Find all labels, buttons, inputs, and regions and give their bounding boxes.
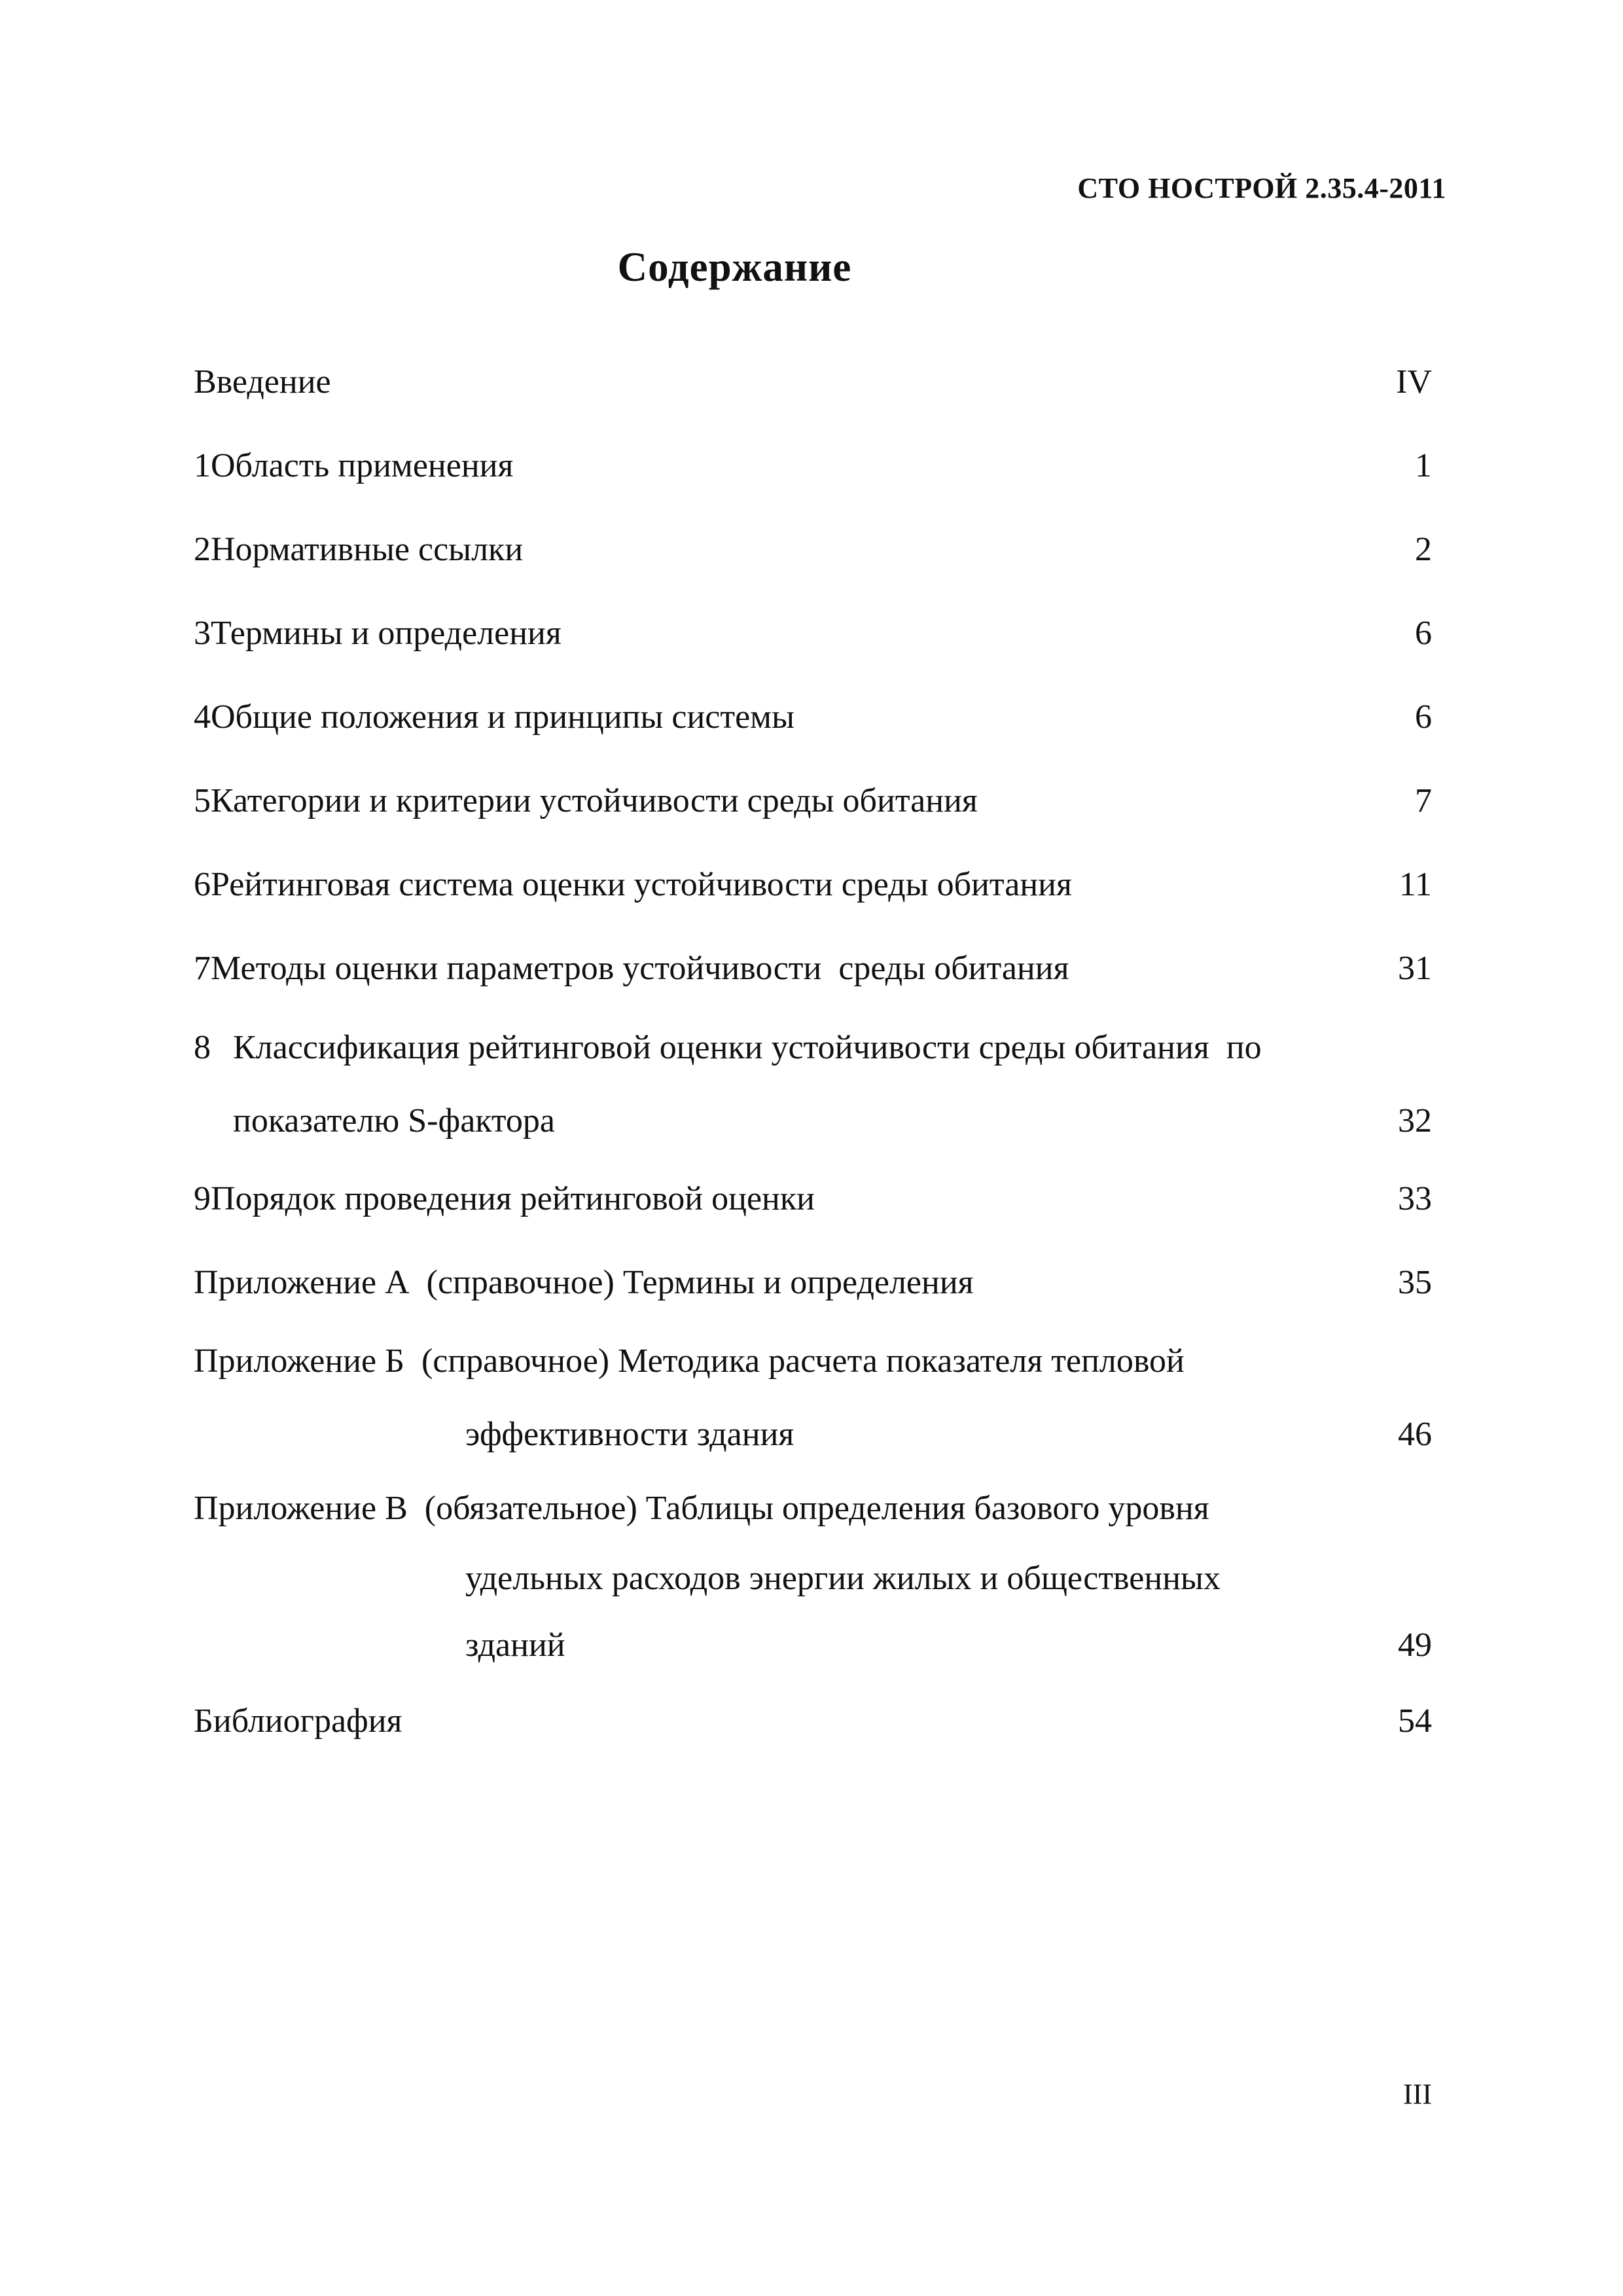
toc-entry-label: Введение [194,363,331,401]
toc-entry-page: 2 [1415,531,1432,568]
toc-entry-page: 31 [1398,950,1432,987]
toc-entry-appendix-v[interactable] [194,1471,1432,1679]
table-of-contents [194,340,1432,1763]
dot-leader [800,1410,1394,1448]
dot-leader [984,777,1411,814]
toc-entry-label-line-2: удельных расходов энергии жилых и общественных [465,1560,1221,1597]
dot-leader [338,358,1393,395]
toc-entry-label: Порядок проведения рейтинговой оценки [211,1180,815,1217]
dot-leader [408,1697,1394,1734]
dot-leader [572,1621,1394,1659]
toc-entry-page: 6 [1415,615,1432,652]
toc-entry-page: 35 [1398,1264,1432,1301]
toc-entry-number: 7 [194,950,211,987]
toc-entry-section-5[interactable] [194,759,1432,843]
toc-entry-page: IV [1396,363,1432,401]
toc-entry-label-line-2: показателю S-фактора [233,1102,555,1139]
toc-entry-section-6[interactable] [194,843,1432,927]
dot-leader [980,1259,1394,1296]
dot-leader [1079,861,1395,898]
toc-entry-bibliography[interactable] [194,1679,1432,1763]
dot-leader [821,1175,1394,1212]
dot-leader [529,526,1411,563]
page-number: III [1403,2078,1432,2110]
toc-entry-label-line-1: Классификация рейтинговой оценки устойчивости среды обитания по [233,1029,1262,1066]
page-title: Содержание [617,244,852,290]
toc-entry-number: 2 [194,531,211,568]
dot-leader [801,693,1411,730]
toc-entry-label: Библиография [194,1702,402,1740]
toc-entry-page: 49 [1398,1626,1432,1664]
toc-entry-number: 8 [194,1029,211,1066]
toc-entry-number: 5 [194,782,211,819]
toc-entry-label-line-3: зданий [465,1626,565,1664]
toc-entry-section-3[interactable] [194,592,1432,675]
toc-entry-appendix-b[interactable] [194,1325,1432,1471]
toc-entry-label: Термины и определения [211,615,562,652]
toc-entry-section-9[interactable] [194,1157,1432,1241]
toc-entry-number: 6 [194,866,211,903]
document-code: СТО НОСТРОЙ 2.35.4-2011 [1077,172,1446,204]
toc-entry-page: 1 [1415,447,1432,484]
toc-entry-section-8[interactable] [194,1011,1432,1157]
toc-entry-page: 54 [1398,1702,1432,1740]
toc-entry-number: 3 [194,615,211,652]
dot-leader [568,609,1411,647]
toc-entry-page: 11 [1399,866,1432,903]
toc-entry-label: Область применения [211,447,514,484]
toc-entry-label-line-2: эффективности здания [465,1416,794,1453]
toc-entry-label: Приложение А (справочное) Термины и определения [194,1264,974,1301]
toc-entry-label-line-1: Приложение Б (справочное) Методика расчета показателя тепловой [194,1342,1185,1380]
toc-entry-label-line-1: Приложение В (обязательное) Таблицы определения базового уровня [194,1490,1209,1527]
toc-entry-label: Рейтинговая система оценки устойчивости среды обитания [211,866,1072,903]
toc-entry-section-4[interactable] [194,675,1432,759]
toc-entry-label: Категории и критерии устойчивости среды обитания [211,782,978,819]
toc-entry-page: 6 [1415,698,1432,736]
toc-entry-label: Методы оценки параметров устойчивости среды обитания [211,950,1069,987]
dot-leader [562,1097,1394,1134]
toc-entry-label: Нормативные ссылки [211,531,524,568]
toc-entry-section-7[interactable] [194,927,1432,1011]
toc-entry-page: 32 [1398,1102,1432,1139]
toc-entry-section-2[interactable] [194,508,1432,592]
toc-entry-intro[interactable] [194,340,1432,424]
toc-entry-number: 1 [194,447,211,484]
toc-entry-page: 33 [1398,1180,1432,1217]
toc-entry-number: 9 [194,1180,211,1217]
toc-entry-label: Общие положения и принципы системы [211,698,795,736]
dot-leader [520,442,1411,479]
toc-entry-appendix-a[interactable] [194,1241,1432,1325]
toc-entry-page: 7 [1415,782,1432,819]
toc-entry-section-1[interactable] [194,424,1432,508]
toc-entry-page: 46 [1398,1416,1432,1453]
toc-entry-number: 4 [194,698,211,736]
dot-leader [1076,944,1394,982]
